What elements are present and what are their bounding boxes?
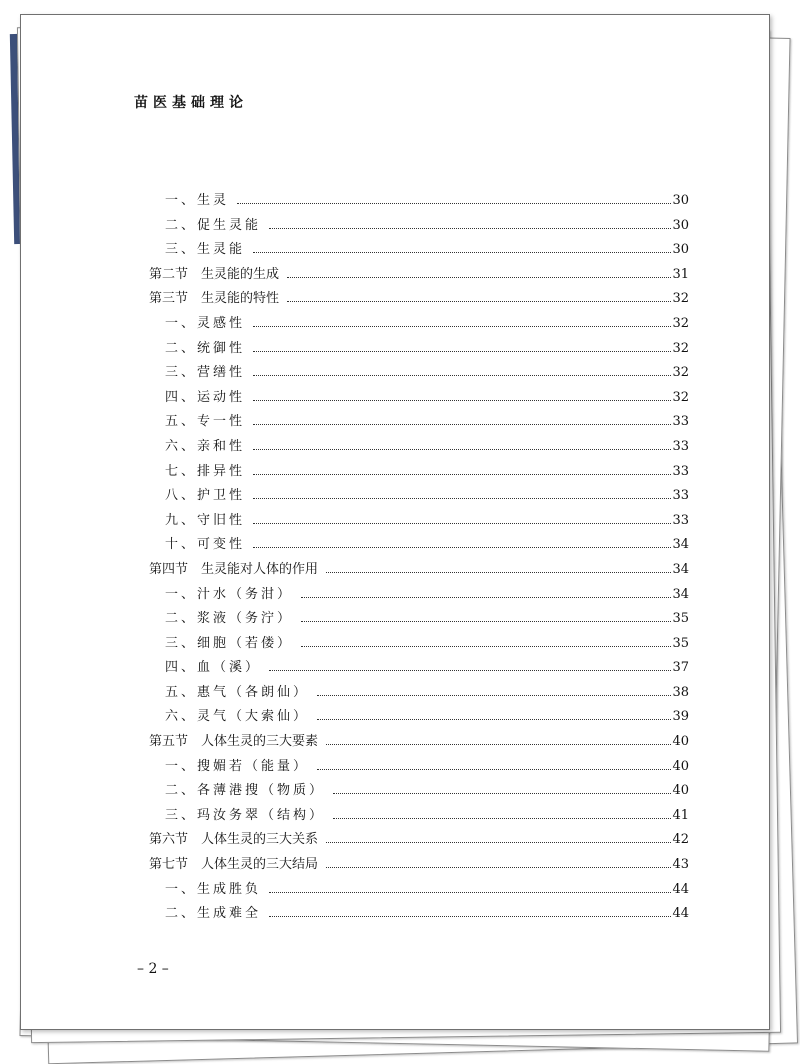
page-number: – 2 – (137, 961, 169, 977)
toc-entry-title: 二、促生灵能 (165, 217, 262, 233)
toc-section-entry[interactable] (149, 824, 689, 849)
toc-leader-dots (269, 227, 671, 229)
toc-entry-title: 第三节 生灵能的特性 (149, 291, 280, 307)
toc-page-number: 37 (672, 660, 689, 676)
toc-page-number: 44 (672, 881, 689, 897)
toc-subentry[interactable] (149, 628, 689, 653)
toc-subentry[interactable] (149, 357, 689, 382)
toc-entry-title: 二、生成难全 (165, 906, 262, 922)
toc-page-number: 32 (672, 340, 689, 356)
toc-subentry[interactable] (149, 579, 689, 604)
toc-page-number: 30 (672, 242, 689, 258)
toc-leader-dots (253, 473, 671, 475)
toc-page-number: 44 (672, 906, 689, 922)
toc-leader-dots (269, 915, 671, 917)
toc-entry-title: 二、浆液（务泞） (165, 611, 294, 627)
running-header: 苗医基础理论 (134, 95, 248, 111)
toc-leader-dots (317, 768, 671, 770)
toc-entry-title: 三、细胞（若偻） (165, 635, 294, 651)
toc-page-number: 34 (672, 537, 689, 553)
toc-entry-title: 一、搜媚若（能量） (165, 758, 310, 774)
toc-entry-title: 三、营缮性 (165, 365, 246, 381)
toc-entry-title: 三、生灵能 (165, 242, 246, 258)
toc-subentry[interactable] (149, 677, 689, 702)
toc-entry-title: 二、各薄港搜（物质） (165, 783, 326, 799)
toc-page-number: 30 (672, 217, 689, 233)
toc-page-number: 32 (672, 365, 689, 381)
toc-entry-title: 五、惠气（各朗仙） (165, 684, 310, 700)
toc-leader-dots (253, 399, 671, 401)
toc-page-number: 38 (672, 684, 689, 700)
toc-entry-title: 六、灵气（大索仙） (165, 709, 310, 725)
toc-leader-dots (301, 620, 671, 622)
toc-page-number: 35 (672, 635, 689, 651)
toc-subentry[interactable] (149, 751, 689, 776)
toc-page-number: 33 (672, 438, 689, 454)
toc-subentry[interactable] (149, 210, 689, 235)
toc-subentry[interactable] (149, 406, 689, 431)
toc-page-number: 33 (672, 463, 689, 479)
toc-leader-dots (253, 497, 671, 499)
toc-leader-dots (253, 325, 671, 327)
toc-subentry[interactable] (149, 800, 689, 825)
toc-subentry[interactable] (149, 333, 689, 358)
toc-entry-title: 第七节 人体生灵的三大结局 (149, 857, 319, 873)
toc-leader-dots (269, 891, 671, 893)
toc-leader-dots (253, 423, 671, 425)
toc-entry-title: 一、汁水（务泔） (165, 586, 294, 602)
toc-subentry[interactable] (149, 898, 689, 923)
toc-section-entry[interactable] (149, 259, 689, 284)
toc-page-number: 43 (672, 857, 689, 873)
toc-leader-dots (326, 571, 671, 573)
toc-section-entry[interactable] (149, 726, 689, 751)
toc-entry-title: 二、统御性 (165, 340, 246, 356)
toc-subentry[interactable] (149, 775, 689, 800)
toc-page-number: 40 (672, 734, 689, 750)
toc-entry-title: 一、生成胜负 (165, 881, 262, 897)
toc-subentry[interactable] (149, 382, 689, 407)
toc-entry-title: 七、排异性 (165, 463, 246, 479)
toc-leader-dots (253, 546, 671, 548)
toc-subentry[interactable] (149, 480, 689, 505)
document-page (20, 14, 770, 1030)
toc-section-entry[interactable] (149, 283, 689, 308)
toc-page-number: 33 (672, 414, 689, 430)
toc-subentry[interactable] (149, 505, 689, 530)
toc-leader-dots (253, 448, 671, 450)
toc-leader-dots (237, 202, 671, 204)
toc-leader-dots (287, 300, 671, 302)
toc-entry-title: 第六节 人体生灵的三大关系 (149, 832, 319, 848)
toc-leader-dots (301, 645, 671, 647)
toc-entry-title: 五、专一性 (165, 414, 246, 430)
toc-subentry[interactable] (149, 234, 689, 259)
toc-entry-title: 六、亲和性 (165, 438, 246, 454)
toc-leader-dots (333, 792, 671, 794)
toc-page-number: 41 (672, 807, 689, 823)
toc-page-number: 31 (672, 266, 689, 282)
toc-page-number: 42 (672, 832, 689, 848)
toc-leader-dots (253, 374, 671, 376)
toc-page-number: 33 (672, 512, 689, 528)
table-of-contents (149, 185, 689, 923)
toc-entry-title: 八、护卫性 (165, 488, 246, 504)
toc-entry-title: 三、玛汝务翠（结构） (165, 807, 326, 823)
toc-leader-dots (301, 596, 671, 598)
toc-leader-dots (317, 718, 671, 720)
toc-leader-dots (253, 350, 671, 352)
toc-subentry[interactable] (149, 308, 689, 333)
toc-page-number: 34 (672, 561, 689, 577)
toc-page-number: 32 (672, 389, 689, 405)
toc-leader-dots (287, 276, 671, 278)
toc-entry-title: 第二节 生灵能的生成 (149, 266, 280, 282)
toc-leader-dots (253, 522, 671, 524)
toc-leader-dots (326, 743, 671, 745)
toc-page-number: 32 (672, 291, 689, 307)
toc-subentry[interactable] (149, 185, 689, 210)
toc-entry-title: 一、生灵 (165, 193, 230, 208)
toc-leader-dots (326, 866, 671, 868)
toc-subentry[interactable] (149, 652, 689, 677)
toc-leader-dots (269, 669, 671, 671)
toc-leader-dots (317, 694, 671, 696)
toc-page-number: 33 (672, 488, 689, 504)
toc-subentry[interactable] (149, 529, 689, 554)
toc-section-entry[interactable] (149, 554, 689, 579)
toc-subentry[interactable] (149, 874, 689, 899)
toc-subentry[interactable] (149, 456, 689, 481)
toc-page-number: 32 (672, 315, 689, 331)
toc-subentry[interactable] (149, 701, 689, 726)
toc-entry-title: 一、灵感性 (165, 315, 246, 331)
toc-entry-title: 第五节 人体生灵的三大要素 (149, 734, 319, 750)
toc-entry-title: 四、血（溪） (165, 660, 262, 676)
toc-section-entry[interactable] (149, 849, 689, 874)
toc-page-number: 39 (672, 709, 689, 725)
toc-subentry[interactable] (149, 603, 689, 628)
toc-leader-dots (326, 841, 671, 843)
toc-subentry[interactable] (149, 431, 689, 456)
toc-page-number: 40 (672, 758, 689, 774)
toc-page-number: 34 (672, 586, 689, 602)
toc-page-number: 35 (672, 611, 689, 627)
toc-leader-dots (333, 817, 671, 819)
toc-entry-title: 第四节 生灵能对人体的作用 (149, 561, 319, 577)
toc-entry-title: 十、可变性 (165, 537, 246, 553)
toc-page-number: 30 (672, 193, 689, 208)
toc-leader-dots (253, 251, 671, 253)
toc-entry-title: 四、运动性 (165, 389, 246, 405)
toc-entry-title: 九、守旧性 (165, 512, 246, 528)
toc-page-number: 40 (672, 783, 689, 799)
